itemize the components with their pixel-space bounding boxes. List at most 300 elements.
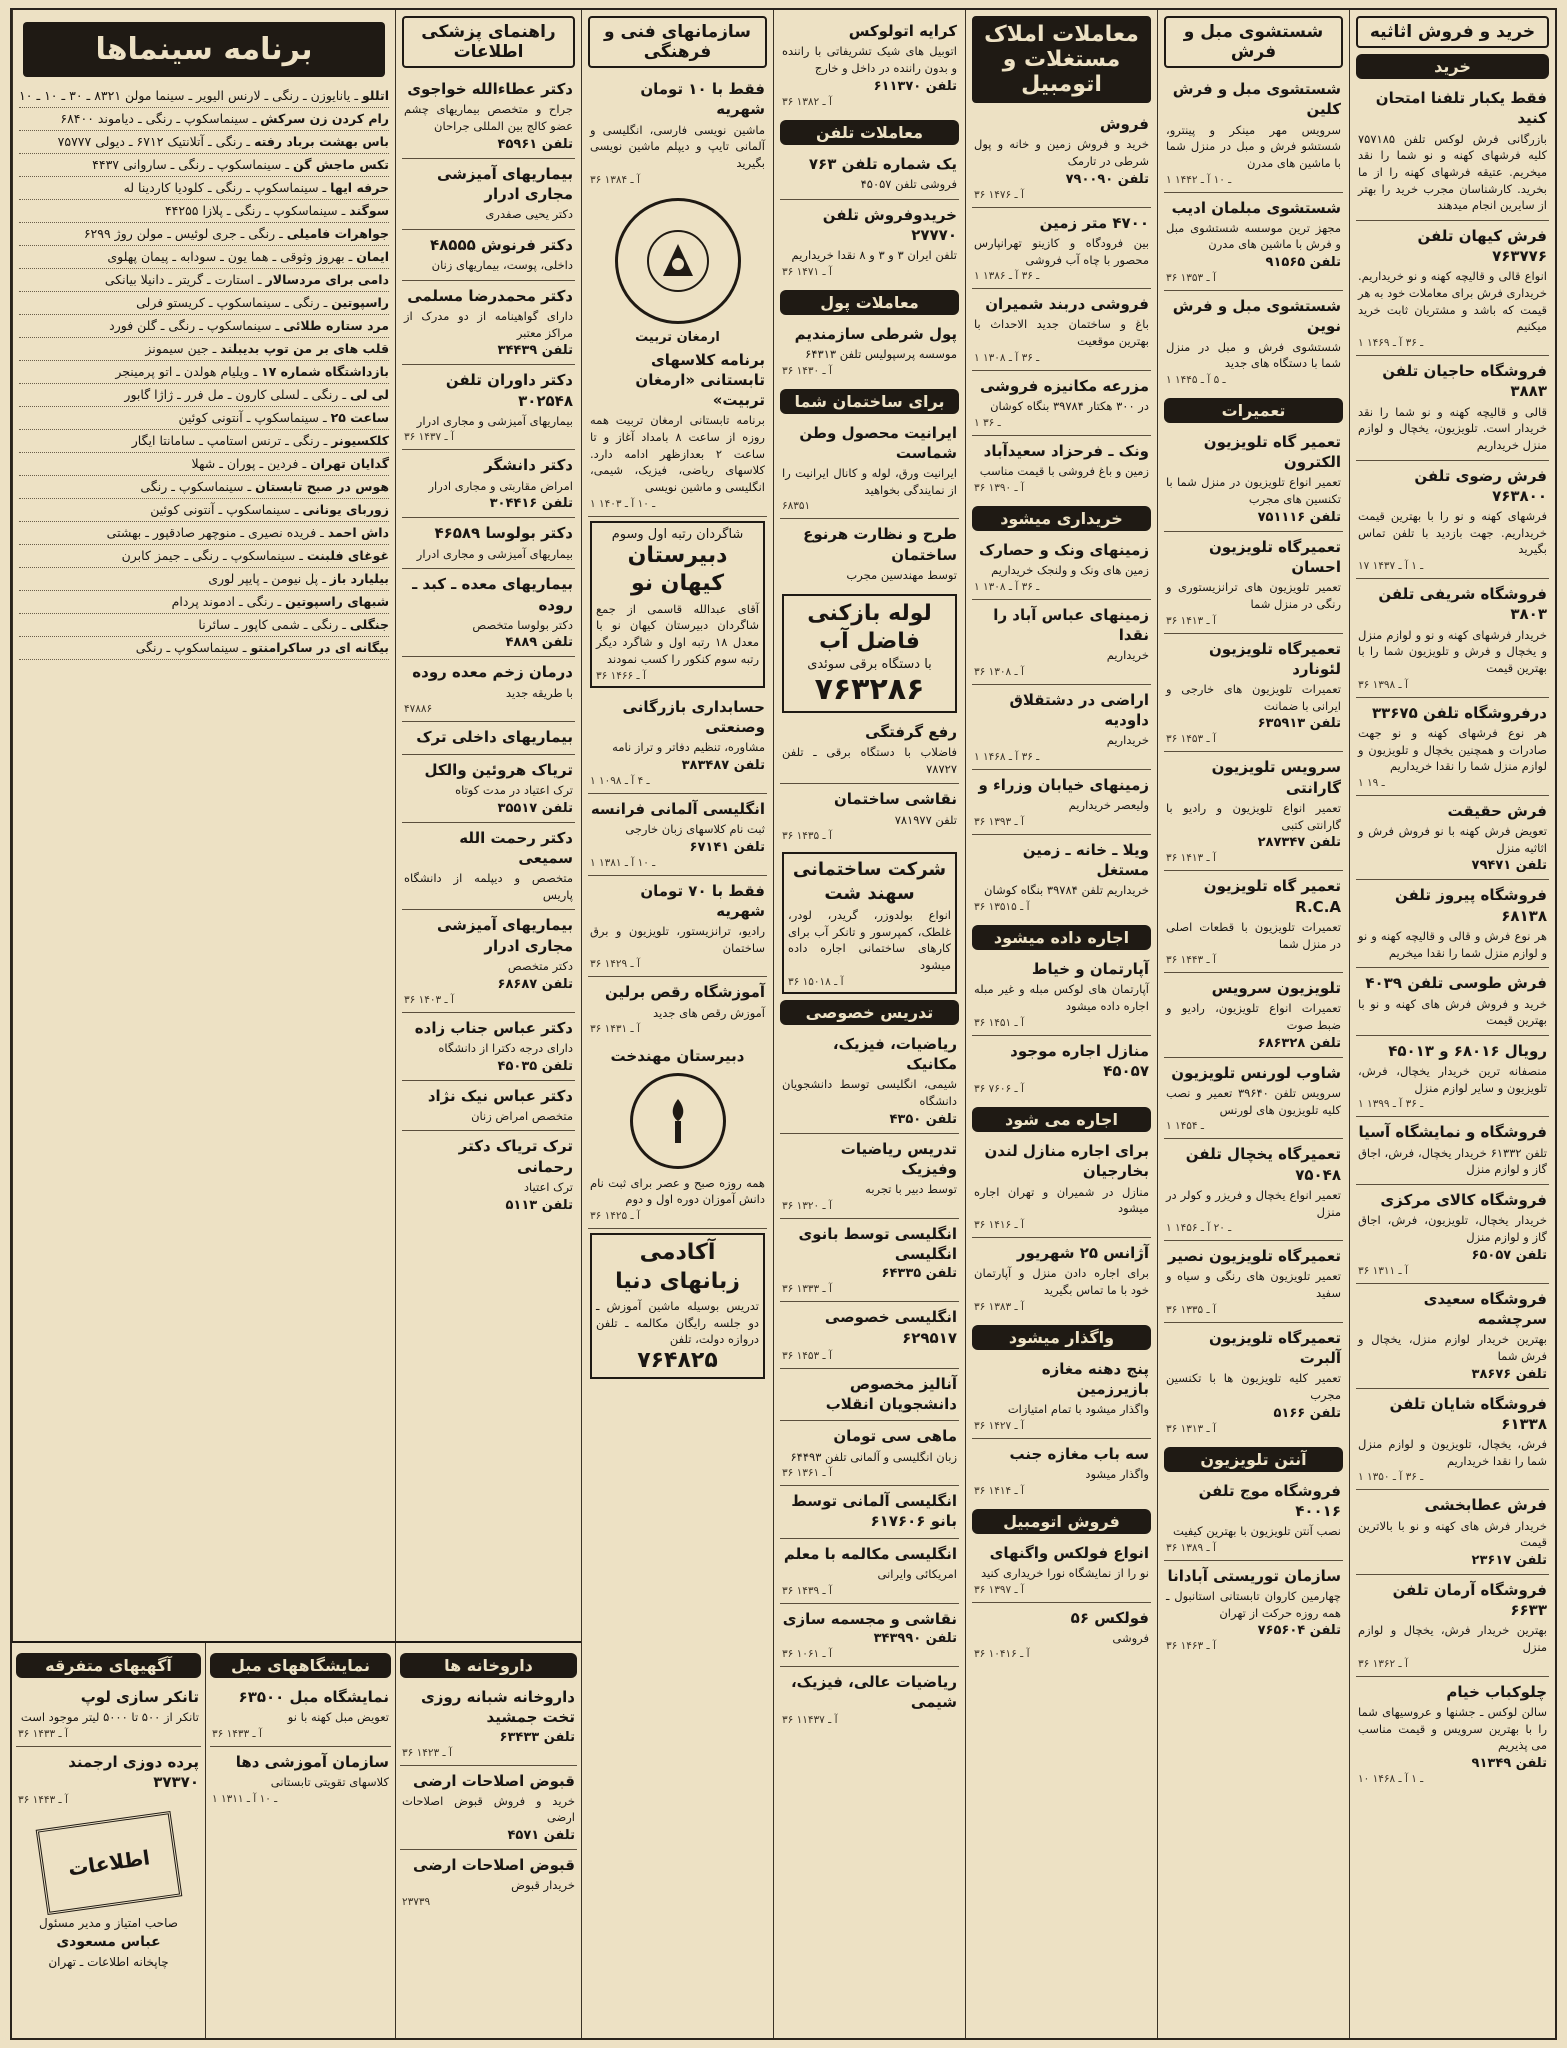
classified-ad (780, 1029, 959, 1134)
ad-list (588, 74, 767, 192)
ad-code: ۴۷۸۸۶ (404, 703, 433, 716)
ad-title: ونک ـ فرحزاد سعیدآباد (983, 441, 1149, 460)
classified-ad (402, 722, 575, 754)
school-body: آقای عبدالله قاسمی از جمع شاگردان دبیرستان کیهان نو با معدل ۱۸ رتبه اول و شاگرد دیگر رتبه سوم کنکور را کسب نمودند (596, 601, 759, 666)
ad-body: بازرگانی فرش لوکس تلفن ۷۵۷۱۸۵ کلیه فرشهای کهنه و نو شما را نقد میخریم. عتیقه فرشهای کهنه را از ما بخرید. کارشناسان مجرب خرید را بهتر از سایرین انجام میدهند (1358, 131, 1547, 213)
ad-phone: تلفن ۶۵۰۵۷ (1471, 1247, 1547, 1263)
cinema-listing (19, 361, 389, 384)
classified-ad (16, 1682, 201, 1747)
ad-body: خرید و فروش قبوض اصلاحات ارضی (402, 1793, 575, 1825)
film-details: ـ سینماسکوپ ـ رنگی ـ جیمز کابرن (121, 548, 307, 563)
ad-body: موسسه پرسپولیس تلفن ۶۴۳۱۳ (805, 346, 957, 361)
ad-body: ترک اعتیاد در مدت کوتاه (455, 782, 573, 797)
ad-title: قبوض اصلاحات ارضی (413, 1856, 575, 1875)
ad-phone: تلفن ۶۳۴۳۳ (499, 1729, 575, 1745)
classified-ad (972, 1036, 1151, 1102)
ad-code: ۳۶ آ ـ ۱۴۴۳ (18, 1794, 68, 1807)
film-details: ـ استارت ـ گریتر ـ دانیلا بیانکی (104, 272, 266, 287)
ad-title: کرایه اتولوکس (848, 22, 957, 40)
ad-body: بین فرودگاه و کازینو تهرانپارس محصور با چاه آب فروشی (974, 235, 1149, 267)
ad-title: فقط یکبار تلفنا امتحان کنید (1375, 89, 1547, 128)
classified-ad (972, 1136, 1151, 1238)
program-ad (588, 345, 767, 517)
ad-code: ۱ ـ ۳۶ آ ـ ۱۳۹۹ (1358, 1098, 1424, 1111)
classified-ad (1356, 1185, 1549, 1284)
ad-code: ۳۶ آ ـ ۱۳۹۷ (974, 1583, 1024, 1596)
ad-title: آنالیز مخصوص دانشجویان انقلاب (825, 1374, 957, 1414)
classified-ad (1356, 1284, 1549, 1389)
school-subtitle: شاگردان رتبه اول وسوم (611, 526, 744, 542)
ad-body: زبان انگلیسی و آلمانی تلفن ۶۴۴۹۳ (790, 1449, 957, 1464)
classified-ad (588, 692, 767, 794)
film-title: گدایان تهران (310, 456, 389, 471)
ad-body: خریدار قبوض (511, 1878, 575, 1893)
film-title: دامی برای مردسالار (265, 272, 389, 287)
ad-code: ۳۶ آ ـ ۱۳۲۰ (782, 1199, 832, 1212)
cinema-listing (19, 614, 389, 637)
ad-title: آژانس ۲۵ شهریور (1016, 1243, 1149, 1262)
ad-title: داروخانه شبانه روزی تخت جمشید (421, 1688, 575, 1727)
classified-ad (1164, 74, 1343, 193)
ad-code: ۶۸۳۵۱ (782, 500, 811, 513)
tech-school-ad (588, 1041, 767, 1229)
ad-code: ۳۶ آ ـ ۱۳۹۰ (974, 481, 1024, 494)
ad-code: ۱ ـ ۵ آ ـ ۱۴۴۵ (1166, 373, 1226, 386)
imprint-line: چاپخانه اطلاعات ـ تهران (48, 1955, 169, 1970)
ad-title: فروشگاه حاجیان تلفن ۳۸۸۳ (1382, 362, 1547, 401)
ad-title: فروش (1099, 115, 1149, 133)
ad-title: فروشی دربند شمیران (985, 295, 1149, 314)
section-header: نمایشگاههای مبل (210, 1653, 391, 1678)
classified-ad (1164, 1139, 1343, 1241)
ad-body: تلفن ۶۱۳۳۲ خریدار یخچال، فرش، اجاق گاز و لوازم منزل (1358, 1145, 1547, 1177)
ad-body: کلاسهای تقویتی تابستانی (270, 1775, 389, 1790)
ad-body: دکتر یحیی صفدری (485, 207, 573, 222)
cinema-listing (19, 315, 389, 338)
classified-ad (972, 1603, 1151, 1667)
academy-phone: ۷۶۴۸۲۵ (637, 1348, 718, 1374)
cinema-listing (19, 430, 389, 453)
ad-title: فقط با ۱۰ تومان شهریه (640, 80, 765, 119)
ad-title: تعمیرگاه تلویزیون آلبرت (1208, 1328, 1341, 1368)
ad-phone: تلفن ۷۵۱۱۱۶ (1257, 509, 1341, 525)
ad-code: ۳۶ آ ـ ۱۴۳۹ (782, 1584, 832, 1597)
ad-phone: تلفن ۶۷۱۴۱ (689, 839, 765, 855)
cinema-listing (19, 154, 389, 177)
ad-body: توسط مهندسین مجرب (846, 567, 957, 582)
ad-body: تعمیر انواع یخچال و فریزر و کولر در منزل (1166, 1187, 1341, 1219)
classified-ad (972, 208, 1151, 290)
classified-ad (1356, 1117, 1549, 1185)
cinema-listing (19, 476, 389, 499)
ad-title: ریاضیات عالی، فیزیک، شیمی (790, 1672, 957, 1712)
film-details: ـ سینماسکوپ ـ رنگی ـ کلودیا کاردینا له (123, 180, 331, 195)
classified-ad (1164, 291, 1343, 392)
ad-title: فرش رضوی تلفن ۷۶۳۸۰۰ (1414, 466, 1547, 505)
ad-title: فروشگاه شریفی تلفن ۳۸۰۳ (1378, 585, 1547, 624)
classified-ad (1164, 427, 1343, 532)
classified-ad (780, 16, 959, 114)
classified-ad (402, 910, 575, 1012)
classified-ad (972, 289, 1151, 371)
classified-ad (1164, 1058, 1343, 1140)
ad-body: دکتر بولوسا متخصص (472, 617, 573, 632)
ad-list (972, 535, 1151, 919)
column-header: خرید و فروش اثاثیه (1356, 16, 1549, 48)
ad-code: ۱۷ ـ ۱ آ ـ ۱۴۳۷ (1358, 560, 1424, 573)
ad-title: نقاشی ساختمان (833, 790, 957, 809)
ad-title: دکتر عباس جناب زاده (414, 1018, 573, 1037)
ad-title: درفروشگاه تلفن ۳۳۶۷۵ (1371, 703, 1547, 722)
film-title: غوغای فلبنت (306, 548, 389, 563)
ad-body: برای اجاره دادن منزل و آپارتمان خود با ما تماس بگیرید (974, 1266, 1149, 1297)
film-title: داش احمد (327, 525, 389, 540)
section-header: خرید (1356, 54, 1549, 79)
column-real-estate (965, 10, 1157, 2038)
ad-phone: تلفن ۳۵۵۱۷ (497, 800, 573, 816)
ad-code: ۱ ـ ۳۶ آ ـ ۱۴۶۸ (974, 750, 1040, 763)
ad-code: ۳۶ آ ـ ۱۴۳۰ (782, 364, 832, 377)
film-details: ـ سینماسکوپ ـ آنتونی کوئین (178, 410, 331, 425)
ad-body: متخصص امراض زنان (471, 1108, 573, 1123)
classified-ad (972, 685, 1151, 770)
ad-list (780, 418, 959, 590)
ad-list (1164, 427, 1343, 1441)
cinema-listing (19, 407, 389, 430)
classified-ad (1356, 461, 1549, 580)
ad-title: فروشگاه موج تلفن ۴۰۰۱۶ (1198, 1481, 1341, 1520)
classified-ad (588, 74, 767, 192)
ad-phone: تلفن ۳۸۶۷۶ (1471, 1366, 1547, 1382)
ad-title: رویال ۶۸۰۱۶ و ۴۵۰۱۳ (1388, 1041, 1547, 1060)
ad-title: فروشگاه پیروز تلفن ۶۸۱۳۸ (1395, 886, 1547, 925)
ad-body: واگذار میشود با تمام امتیازات (1007, 1402, 1149, 1417)
ad-body: هر نوع فرشهای کهنه و نو جهت صادرات و همچنین یخچال و تلویزیون و لوازم منزل شما را نقدا خریداریم (1358, 725, 1547, 774)
ad-code: ۱ ـ ۳۶ آ ـ ۱۳۵۰ (1358, 1471, 1424, 1484)
film-details: ـ فردین ـ پوران ـ شهلا (191, 456, 311, 471)
film-details: ـ سینماسکوپ ـ رنگی ـ گلن فورد (109, 318, 284, 333)
ad-body: تعویض مبل کهنه با نو (287, 1710, 389, 1725)
ad-code: ۱ ـ ۳۶ آ ـ ۱۴۶۹ (1358, 337, 1424, 350)
ad-code: ۱ ـ ۱۹ (1358, 776, 1385, 789)
ad-code: ۳۶ آ ـ ۱۴۲۳ (402, 1746, 452, 1759)
ad-title: سازمان آموزشی دها (235, 1752, 389, 1771)
ad-title: ایرانیت محصول وطن شماست (799, 423, 957, 462)
cinema-listing (19, 637, 389, 660)
tech-title: دبیرستان مهندخت (610, 1047, 745, 1066)
classified-ad (402, 657, 575, 722)
classified-ad (1164, 1323, 1343, 1441)
ad-list (588, 692, 767, 1042)
ad-code: ۳۶ آ ـ ۱۳۸۲ (782, 95, 832, 108)
program-code: ۱ ـ ۱۰ آ ـ ۱۴۰۳ (590, 497, 656, 510)
ad-title: سرویس تلویزیون گارانتی (1211, 758, 1341, 797)
ad-code: ۳۶ آ ـ ۱۳۱۱ (1358, 1264, 1408, 1277)
classified-ad (972, 109, 1151, 208)
ad-title: دکتر محمدرضا مسلمی (407, 286, 573, 305)
column-furniture-wash (1157, 10, 1349, 2038)
ad-body: ماشین نویسی فارسی، انگلیسی و آلمانی تایپ و دیپلم ماشین نویسی بگیرید (590, 122, 765, 170)
ad-title: انگلیسی آلمانی فرانسه (590, 799, 765, 818)
ad-title: سه باب مغازه جنب (1009, 1444, 1149, 1463)
ad-title: انگلیسی مکالمه با معلم (783, 1544, 957, 1563)
ad-phone: تلفن ۷۶۵۶۰۴ (1257, 1623, 1341, 1639)
ad-body: بهترین خریدار لوازم منزل، یخچال و فرش شما (1358, 1332, 1547, 1363)
ad-body: فاضلاب با دستگاه برقی ـ تلفن ۷۸۷۲۷ (782, 745, 957, 776)
ad-phone: تلفن ۹۱۵۶۵ (1265, 255, 1341, 271)
ad-code: ۱ ـ ۲۰ آ ـ ۱۴۵۶ (1166, 1222, 1232, 1235)
newspaper-page (10, 8, 1557, 2040)
ad-title: شستشوی مبل و فرش نوین (1172, 297, 1341, 336)
ad-body: دارای درجه دکترا از دانشگاه (438, 1040, 573, 1055)
film-title: بیلیارد باز (329, 571, 389, 586)
classified-ad (1356, 880, 1549, 968)
ad-title: فروشگاه سعیدی سرچشمه (1423, 1289, 1547, 1328)
ad-body: دکتر متخصص (507, 958, 573, 973)
footer-area (12, 1641, 581, 2038)
classified-ad (972, 770, 1151, 835)
school-title: دبیرستان کیهان نو (627, 542, 728, 597)
film-details: ـ رنگی ـ سینماسکوپ ـ کریستو فرلی (136, 295, 332, 310)
program-body: برنامه تابستانی ارمغان تربیت همه روزه از ساعت ۸ بامداد آغاز و تا ساعت ۲ بعدازظهر ادامه دارد. کلاسهای ریاضی، فیزیک، شیمی، انگلیسی و ماشین نویسی (590, 413, 765, 494)
cinema-listing (19, 108, 389, 131)
classified-ad (1356, 221, 1549, 356)
ad-title: شستشوی مبل و فرش کلین (1172, 80, 1341, 119)
ad-code: ۳۶ آ ـ ۱۳۰۸ (974, 665, 1024, 678)
ad-title: ماهی سی تومان (833, 1427, 957, 1446)
ad-phone: تلفن ۳۰۴۴۱۶ (489, 496, 573, 512)
ad-title: ۴۷۰۰ متر زمین (1039, 213, 1149, 232)
ad-title: نقاشی و مجسمه سازی (782, 1609, 957, 1628)
program-title: برنامه کلاسهای تابستانی «ارمغان تربیت» (635, 350, 765, 410)
ad-title: طرح و نظارت هرنوع ساختمان (803, 525, 957, 564)
column-header: سازمانهای فنی و فرهنگی (588, 16, 767, 68)
ad-body: با طریقه جدید (505, 685, 573, 700)
ad-code: ۳۶ آ ـ ۱۳۵۳ (1166, 272, 1216, 285)
ad-list (1164, 1476, 1343, 1659)
ad-body: نصب آنتن تلویزیون با بهترین کیفیت (1173, 1524, 1341, 1539)
ad-body: تعمیرات تلویزیون های خارجی و ایرانی با ضمانت (1166, 682, 1341, 713)
ad-list (1164, 74, 1343, 392)
academy-body: تدریس بوسیله ماشین آموزش ـ دو جلسه رایگان مکالمه ـ تلفن دروازه دولت، تلفن (596, 1299, 759, 1347)
ad-code: ۳۶ آ ـ ۱۳۳۳ (782, 1283, 832, 1296)
column-header: معاملات املاک مستغلات و اتومبیل (972, 16, 1151, 103)
ad-code: ۲۳۷۳۹ (402, 1896, 431, 1909)
section-header: برای ساختمان شما (780, 389, 959, 414)
construction-company-ad (782, 852, 957, 993)
ad-body: زمین های ونک و ولنجک خریداریم (991, 562, 1149, 577)
film-title: بازداشتگاه شماره ۱۷ (261, 364, 389, 379)
ad-code: ۳۶ آ ـ ۱۴۱۳ (1166, 614, 1216, 627)
ad-list (16, 1682, 201, 1812)
classified-ad (780, 519, 959, 589)
ad-body: سرویس تلفن ۳۹۶۴۰ تعمیر و نصب کلیه تلویزیون های لورنس (1166, 1086, 1341, 1117)
ad-code: ۳۶ آ ـ ۱۳۵۱۵ (974, 900, 1030, 913)
film-title: ساعت ۲۵ (330, 410, 389, 425)
school-code: ۳۶ آ ـ ۱۴۶۶ (596, 669, 646, 682)
ad-code: ۳۶ آ ـ ۷۶۰۶ (974, 1083, 1024, 1096)
classified-ad (400, 1850, 577, 1914)
ad-body: قالی و قالیچه کهنه و نو شما را نقد خریدار است. تلویزیون، یخچال و لوازم منزل خریداریم (1358, 404, 1547, 452)
classified-ad (1164, 1241, 1343, 1323)
classified-ad (402, 450, 575, 518)
ad-title: شستشوی مبلمان ادیب (1171, 198, 1341, 217)
film-details: ـ رنگی ـ لسلی کارون ـ مل فرر ـ ژاژا گابور (124, 387, 350, 402)
classified-ad (780, 1134, 959, 1219)
company-body: انواع بولدوزر، گریدر، لودر، غلطک، کمپرسور و تانکر آب برای کارهای ساختمانی اجاره داده میشود (788, 908, 951, 973)
classified-ad (1164, 1476, 1343, 1561)
tech-body: همه روزه صبح و عصر برای ثبت نام دانش آموزان دوره اول و دوم (590, 1175, 765, 1207)
ad-list (780, 149, 959, 284)
ad-phone: تلفن ۶۴۳۳۵ (881, 1266, 957, 1282)
film-details: ـ سینماسکوپ ـ رنگی (135, 640, 251, 655)
logo-caption: ارمغان تربیت (635, 329, 720, 345)
ad-title: فروشگاه آرمان تلفن ۶۶۳۳ (1392, 1580, 1547, 1620)
ad-phone: تلفن ۳۴۳۹۹۰ (873, 1630, 957, 1646)
ad-title: بیماریهای آمیزشی مجاری ادرار (436, 916, 573, 955)
ad-title: فرش کیهان تلفن ۷۶۳۷۷۶ (1417, 226, 1547, 266)
classified-ad (780, 1369, 959, 1422)
film-title: ایمان (356, 249, 389, 264)
hero-phone: ۷۶۳۲۸۶ (814, 671, 925, 707)
ad-title: درمان زخم معده روده (412, 663, 573, 682)
ad-title: انواع فولکس واگنهای (989, 1543, 1149, 1562)
ad-title: بیماریهای آمیزشی مجاری ادرار (436, 164, 573, 203)
ad-body: مجهز ترین موسسه شستشوی مبل و فرش با ماشین های مدرن (1166, 220, 1341, 252)
ad-title: زمینهای ونک و حصارک (979, 540, 1149, 559)
school-ad (590, 521, 765, 688)
ad-title: انگلیسی توسط بانوی انگلیسی (798, 1224, 957, 1264)
film-title: لی لی (349, 387, 389, 402)
classified-ad (780, 319, 959, 383)
film-details: ـ رنگی ـ شمی کاپور ـ سائرنا (198, 617, 350, 632)
column-cinemas (12, 10, 395, 1643)
film-title: جواهرات فامیلی (286, 226, 389, 241)
cinema-listing (19, 453, 389, 476)
column-header: شستشوی مبل و فرش (1164, 16, 1343, 68)
ad-code: ۳۶ آ ـ ۱۳۸۹ (1166, 1541, 1216, 1554)
ad-body: خریداریم تلفن ۳۹۷۸۴ بنگاه کوشان (984, 883, 1149, 898)
classified-ad (972, 436, 1151, 500)
ad-code: ۳۶ آ ـ ۱۴۵۱ (974, 1016, 1024, 1029)
classified-ad (402, 755, 575, 823)
ad-phone: تلفن ۶۳۵۹۱۳ (1257, 716, 1341, 732)
classified-ad (400, 1766, 577, 1851)
film-details: ـ سینماسکوپ ـ رنگی ـ ساروانی ۴۴۳۷ (92, 157, 294, 172)
ad-title: زمینهای عباس آباد را نقدا (993, 605, 1149, 644)
ad-code: ۳۶ آ ـ ۱۴۳۳ (212, 1727, 262, 1740)
ad-title: دکتر داوران تلفن ۳۰۲۵۴۸ (445, 371, 573, 410)
ad-body: شستشوی فرش و مبل در منزل شما با دستگاه های جدید (1166, 339, 1341, 371)
column-medical (395, 10, 581, 1643)
cinema-listing (19, 499, 389, 522)
ad-body: انواع قالی و قالیچه کهنه و نو خریداریم. خریداری فرش برای معاملات خود به هر قیمت که باشد و مشتریان ثابت خرید میکنیم (1357, 269, 1547, 334)
ad-code: ۳۶ آ ـ ۱۴۰۳ (404, 993, 454, 1006)
classified-ad (1164, 193, 1343, 292)
classified-ad (210, 1747, 391, 1811)
classified-ad (1356, 1036, 1549, 1118)
section-header: معاملات پول (780, 290, 959, 315)
ad-body: واگذار میشود (1085, 1466, 1149, 1481)
ad-code: ۱ ـ ۴ آ ـ ۱۰۹۸ (590, 774, 650, 787)
ad-code: ۳۶ آ ـ ۱۴۷۱ (782, 265, 832, 278)
classified-ad (780, 149, 959, 200)
ad-phone: تلفن ۴۳۵۰ (889, 1111, 957, 1127)
section-header: داروخانه ها (400, 1653, 577, 1678)
classified-ad (780, 1486, 959, 1539)
ad-body: خریداریم (1106, 648, 1149, 663)
ad-code: ۱ ـ ۳۶ آ ـ ۱۳۰۸ (974, 580, 1040, 593)
column-culture (581, 10, 773, 2038)
classified-ad (402, 74, 575, 159)
ad-code: ۳۶ آ ـ ۱۱۴۳۷ (782, 1714, 838, 1727)
classified-ad (402, 281, 575, 366)
ad-code: ۳۶ آ ـ ۱۴۳۳ (18, 1727, 68, 1740)
ad-code: ۱ ـ ۱۰ آ ـ ۱۴۴۲ (1166, 173, 1232, 186)
ad-title: انگلیسی خصوصی ۶۲۹۵۱۷ (824, 1308, 957, 1347)
ad-body: تعمیر کلیه تلویزیون ها با تکنسین مجرب (1166, 1371, 1341, 1402)
ad-code: ۳۶ آ ـ ۱۴۳۷ (404, 431, 454, 444)
classified-ad (972, 1538, 1151, 1603)
ad-phone: تلفن ۲۸۷۳۴۷ (1257, 835, 1341, 851)
cinema-listing (19, 568, 389, 591)
ad-phone: تلفن ۷۹۴۷۱ (1471, 858, 1547, 874)
classified-ad (1356, 796, 1549, 881)
ad-body: ولیعصر خریداریم (1068, 798, 1149, 813)
ad-title: فرش عطابخشی (1424, 1496, 1547, 1515)
ad-body: تعویض فرش کهنه با نو فروش فرش و اثاثیه منزل (1358, 824, 1547, 855)
imprint (16, 1914, 201, 1971)
ad-body: چهارمین کاروان تابستانی استانبول ـ همه روزه حرکت از تهران (1166, 1589, 1341, 1620)
ad-code: ۳۶ آ ـ ۱۴۵۳ (782, 1349, 832, 1362)
film-title: هوس در صبح تابستان (255, 479, 389, 494)
cinema-listing (19, 522, 389, 545)
classified-ad (588, 977, 767, 1041)
tech-logo (630, 1073, 726, 1169)
column-rentals (773, 10, 965, 2038)
ad-body: سرویس مهر مینکر و پینترو، شستشو فرش و مبل در منزل شما با ماشین های مدرن (1166, 122, 1341, 170)
school-logo (615, 198, 741, 324)
emblem-icon (643, 226, 713, 296)
film-details: ـ سینماسکوپ ـ رنگی ـ دیاموند ۶۸۴۰۰ (60, 111, 261, 126)
ad-body: داخلی، پوست، بیماریهای زنان (431, 258, 573, 273)
ad-title: بیماریهای داخلی ترک (416, 728, 573, 747)
film-title: جنگلی (349, 617, 389, 632)
ad-title: فولکس ۵۶ (1070, 1608, 1149, 1627)
section-header: اجاره می شود (972, 1107, 1151, 1132)
ad-body: خریدار فرشهای کهنه و نو و لوازم منزل و یخچال و فرش و تلویزیون شما را با بهترین قیمت (1358, 627, 1547, 675)
ad-title: تریاک هروئین والکل (424, 760, 573, 779)
ad-code: ۳۶ آ ـ ۱۳۹۸ (1358, 678, 1408, 691)
ad-list (402, 74, 575, 1219)
ad-code: ۳۶ آ ـ ۱۳۶۲ (1358, 1657, 1408, 1670)
ad-body: خریداریم (1106, 733, 1149, 748)
imprint-line: صاحب امتیاز و مدیر مسئول (39, 1916, 178, 1931)
hero-subtitle: با دستگاه برقی سوئدی (807, 656, 932, 672)
ad-title: تانکر سازی لوپ (80, 1688, 199, 1706)
footer-misc (12, 1643, 205, 2038)
film-details: ـ یانایوزن ـ رنگی ـ لارنس الیویر ـ سینما مولن ۸۳۲۱ ـ ۳۰ ـ ۱۰ ـ ۱۰ (19, 88, 362, 103)
ad-title: خریدوفروش تلفن ۲۷۷۷۰ (822, 205, 957, 244)
classified-ad (780, 1539, 959, 1604)
ad-code: ۳۶ آ ـ ۱۰۶۱ (782, 1647, 832, 1660)
ad-phone: تلفن ۵۱۱۳ (505, 1197, 573, 1213)
ad-title: پرده دوزی ارجمند ۳۷۳۷۰ (68, 1752, 199, 1792)
classified-ad (780, 1667, 959, 1733)
classified-ad (1164, 1561, 1343, 1659)
ad-title: ریاضیات، فیزیک، مکانیک (832, 1034, 957, 1074)
ad-title: ترک تریاک دکتر رحمانی (458, 1137, 573, 1176)
